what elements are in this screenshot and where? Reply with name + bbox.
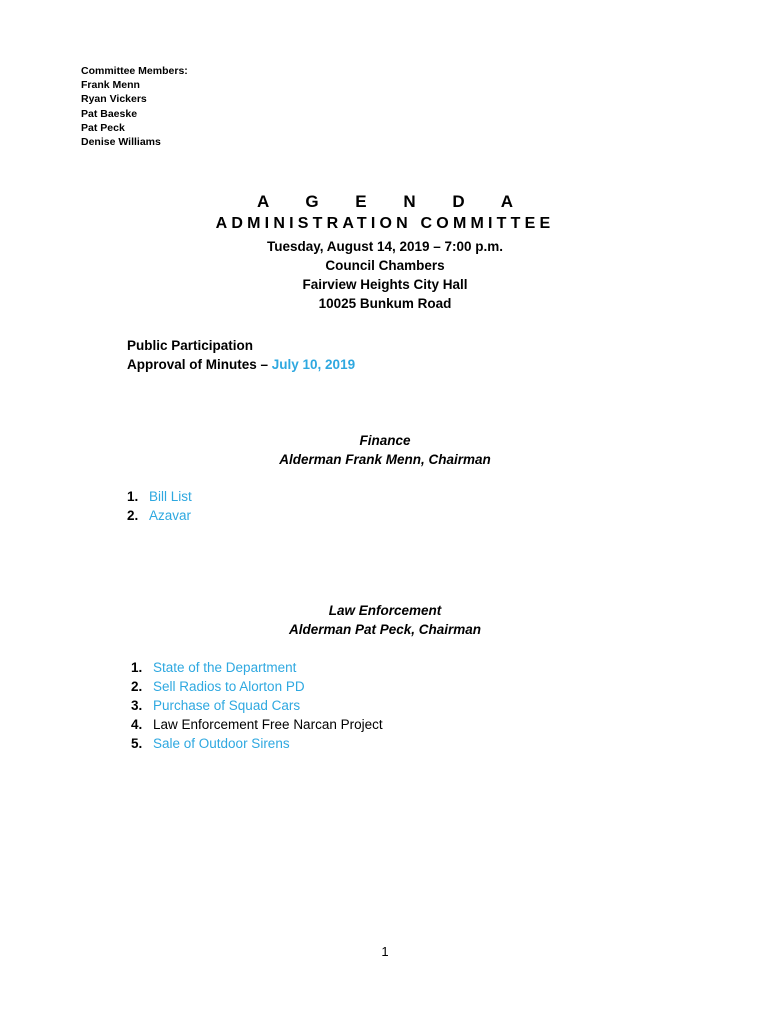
meeting-hall: Fairview Heights City Hall (302, 277, 468, 292)
committee-member: Pat Baeske (81, 107, 138, 120)
committee-member: Denise Williams (81, 136, 161, 149)
law-enforcement-section-header (0, 601, 770, 639)
list-item (131, 734, 383, 753)
meeting-address: 10025 Bunkum Road (318, 296, 452, 311)
committee-members-heading: Committee Members: (81, 65, 188, 77)
list-item (131, 677, 383, 696)
committee-member: Ryan Vickers (81, 93, 147, 106)
list-item (127, 487, 192, 506)
law-item-link[interactable]: Sale of Outdoor Sirens (153, 736, 290, 751)
committee-member: Frank Menn (81, 79, 140, 92)
item-number: 5. (131, 736, 143, 751)
law-enforcement-items (131, 658, 383, 753)
law-item-link[interactable]: Purchase of Squad Cars (153, 698, 301, 713)
committee-member: Pat Peck (81, 121, 125, 134)
item-number: 1. (127, 489, 139, 504)
list-item (131, 658, 383, 677)
committee-members (81, 64, 188, 149)
public-items (127, 336, 355, 374)
finance-items (127, 487, 192, 525)
law-enforcement-title: Law Enforcement (328, 603, 442, 618)
law-item-link[interactable]: State of the Department (153, 660, 297, 675)
agenda-title: A G E N D A (256, 192, 530, 211)
list-item (131, 715, 383, 734)
finance-item-link[interactable]: Azavar (149, 508, 192, 523)
approval-of-minutes (127, 355, 355, 374)
public-participation: Public Participation (127, 338, 254, 353)
item-number: 3. (131, 698, 143, 713)
finance-item-link[interactable]: Bill List (149, 489, 192, 504)
law-item-text: Law Enforcement Free Narcan Project (153, 717, 383, 732)
list-item (131, 696, 383, 715)
committee-title: ADMINISTRATION COMMITTEE (215, 215, 555, 232)
law-item-link[interactable]: Sell Radios to Alorton PD (153, 679, 305, 694)
page-number: 1 (381, 944, 389, 959)
finance-chair: Alderman Frank Menn, Chairman (279, 452, 491, 467)
item-number: 2. (131, 679, 143, 694)
finance-title: Finance (359, 433, 411, 448)
finance-section-header (0, 431, 770, 469)
meeting-place: Council Chambers (325, 258, 445, 273)
item-number: 1. (131, 660, 143, 675)
law-enforcement-chair: Alderman Pat Peck, Chairman (288, 622, 482, 637)
minutes-link[interactable]: July 10, 2019 (271, 357, 356, 372)
list-item (127, 506, 192, 525)
minutes-label: Approval of Minutes – (127, 357, 272, 372)
item-number: 4. (131, 717, 143, 732)
item-number: 2. (127, 508, 139, 523)
meeting-date: Tuesday, August 14, 2019 – 7:00 p.m. (266, 239, 504, 254)
